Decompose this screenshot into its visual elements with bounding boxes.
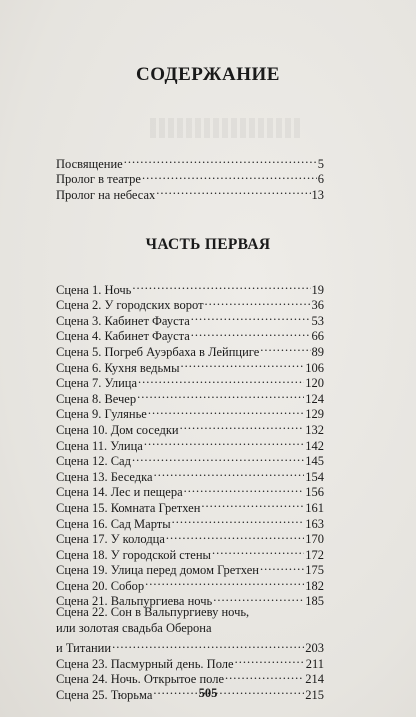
toc-entry-title: Сцена 20. Собор <box>56 578 145 593</box>
dot-leader <box>172 512 305 528</box>
toc-entry-title: Сцена 17. У колодца <box>56 532 165 547</box>
toc-entry[interactable] <box>56 278 324 297</box>
toc-entry-page: 129 <box>305 407 324 422</box>
toc-entry-title: Сцена 4. Кабинет Фауста <box>56 329 190 344</box>
toc-entry-page: 106 <box>305 360 324 375</box>
toc-entry-page: 185 <box>305 594 324 609</box>
toc-entry-title: Сцена 11. Улица <box>56 438 143 453</box>
toc-entry-page: 5 <box>317 156 324 171</box>
toc-entry-title: Сцена 13. Беседка <box>56 469 153 484</box>
toc-entry-title: Сцена 24. Ночь. Открытое поле <box>56 672 225 687</box>
dot-leader <box>260 559 304 575</box>
toc-entry[interactable] <box>56 605 324 621</box>
toc-entry-page: 214 <box>305 672 324 687</box>
dot-leader <box>191 309 311 325</box>
page-number: 505 <box>198 686 218 700</box>
toc-entry-title: Сцена 6. Кухня ведьмы <box>56 360 180 375</box>
toc-entry-page: 19 <box>311 282 324 297</box>
toc-entry-page: 145 <box>305 454 324 469</box>
toc-entry-title: и Титании <box>56 641 112 656</box>
dot-leader <box>184 481 305 497</box>
toc-entry-page: 172 <box>305 547 324 562</box>
toc-entry-title: Сцена 7. Улица <box>56 376 138 391</box>
toc-entry-title: Сцена 12. Сад <box>56 454 131 469</box>
toc-entry-continuation[interactable] <box>56 621 324 637</box>
toc-entry-page: 142 <box>305 438 324 453</box>
toc-entry-page: 156 <box>305 485 324 500</box>
toc-entry-title: Сцена 19. Улица перед домом Гретхен <box>56 563 259 578</box>
toc-entry-page: 170 <box>305 532 324 547</box>
dot-leader <box>112 637 304 653</box>
dot-leader <box>225 668 304 684</box>
toc-entry-page: 89 <box>311 344 324 359</box>
dot-leader <box>144 434 304 450</box>
toc-entry-page: 120 <box>305 376 324 391</box>
toc-entry-title: Пролог на небесах <box>56 188 156 203</box>
toc-entry-title: Сцена 23. Пасмурный день. Поле <box>56 656 234 671</box>
dot-leader <box>166 528 304 544</box>
page-title: СОДЕРЖАНИЕ <box>136 64 280 85</box>
toc-entry-title: или золотая свадьба Оберона <box>56 621 212 636</box>
toc-entry-title: Сцена 9. Гулянье <box>56 407 147 422</box>
toc-entry-title: Сцена 2. У городских ворот <box>56 298 204 313</box>
dot-leader <box>132 450 304 466</box>
toc-entry-title: Сцена 8. Вечер <box>56 391 137 406</box>
dot-leader <box>191 325 311 341</box>
toc-entry-page: 132 <box>305 422 324 437</box>
toc-entry-title: Сцена 25. Тюрьма <box>56 688 153 703</box>
dot-leader <box>138 372 304 388</box>
dot-leader <box>156 184 310 200</box>
toc-entry-page: 211 <box>305 656 324 671</box>
dot-leader <box>235 652 305 668</box>
dot-leader <box>180 356 304 372</box>
toc-entry-page: 66 <box>311 329 324 344</box>
toc-entry-page: 36 <box>311 298 324 313</box>
dot-leader <box>148 403 304 419</box>
toc-entry-page: 163 <box>305 516 324 531</box>
dot-leader <box>212 543 304 559</box>
toc-entry-page: 6 <box>317 172 324 187</box>
dot-leader <box>260 340 310 356</box>
scene-list <box>56 278 324 703</box>
toc-entry-page: 53 <box>311 313 324 328</box>
toc-entry-page: 182 <box>305 578 324 593</box>
toc-entry-page: 154 <box>305 469 324 484</box>
dot-leader <box>132 278 310 294</box>
toc-entry-page: 161 <box>305 500 324 515</box>
dot-leader <box>205 294 311 310</box>
dot-leader <box>142 168 317 184</box>
dot-leader <box>180 418 305 434</box>
dot-leader <box>213 590 304 606</box>
dot-leader <box>154 465 305 481</box>
toc-entry-continuation[interactable] <box>56 637 324 656</box>
toc-entry-page: 13 <box>311 188 324 203</box>
show-through-text <box>150 118 300 138</box>
toc-entry-title: Сцена 21. Вальпургиева ночь <box>56 594 213 609</box>
toc-entry-page: 215 <box>305 688 324 703</box>
dot-leader <box>201 496 304 512</box>
toc-entry-title: Сцена 22. Сон в Вальпургиеву ночь, <box>56 605 250 620</box>
toc-entry-title: Сцена 18. У городской стены <box>56 547 211 562</box>
toc-entry-title: Сцена 14. Лес и пещера <box>56 485 183 500</box>
toc-entry-title: Сцена 5. Погреб Ауэрбаха в Лейпциге <box>56 344 260 359</box>
dot-leader <box>145 574 304 590</box>
toc-entry[interactable] <box>56 152 324 171</box>
toc-entry-title: Сцена 3. Кабинет Фауста <box>56 313 190 328</box>
toc-entry-page: 203 <box>305 641 324 656</box>
part-heading: ЧАСТЬ ПЕРВАЯ <box>145 236 271 253</box>
toc-entry-title: Пролог в театре <box>56 172 141 187</box>
toc-entry-title: Сцена 1. Ночь <box>56 282 132 297</box>
toc-entry-title: Сцена 16. Сад Марты <box>56 516 171 531</box>
toc-entry-title: Посвящение <box>56 156 123 171</box>
toc-entry-page: 175 <box>305 563 324 578</box>
toc-entry-page: 124 <box>305 391 324 406</box>
front-matter-list <box>56 152 324 203</box>
toc-entry-title: Сцена 10. Дом соседки <box>56 422 179 437</box>
dot-leader <box>124 152 317 168</box>
toc-entry-title: Сцена 15. Комната Гретхен <box>56 500 201 515</box>
dot-leader <box>137 387 304 403</box>
